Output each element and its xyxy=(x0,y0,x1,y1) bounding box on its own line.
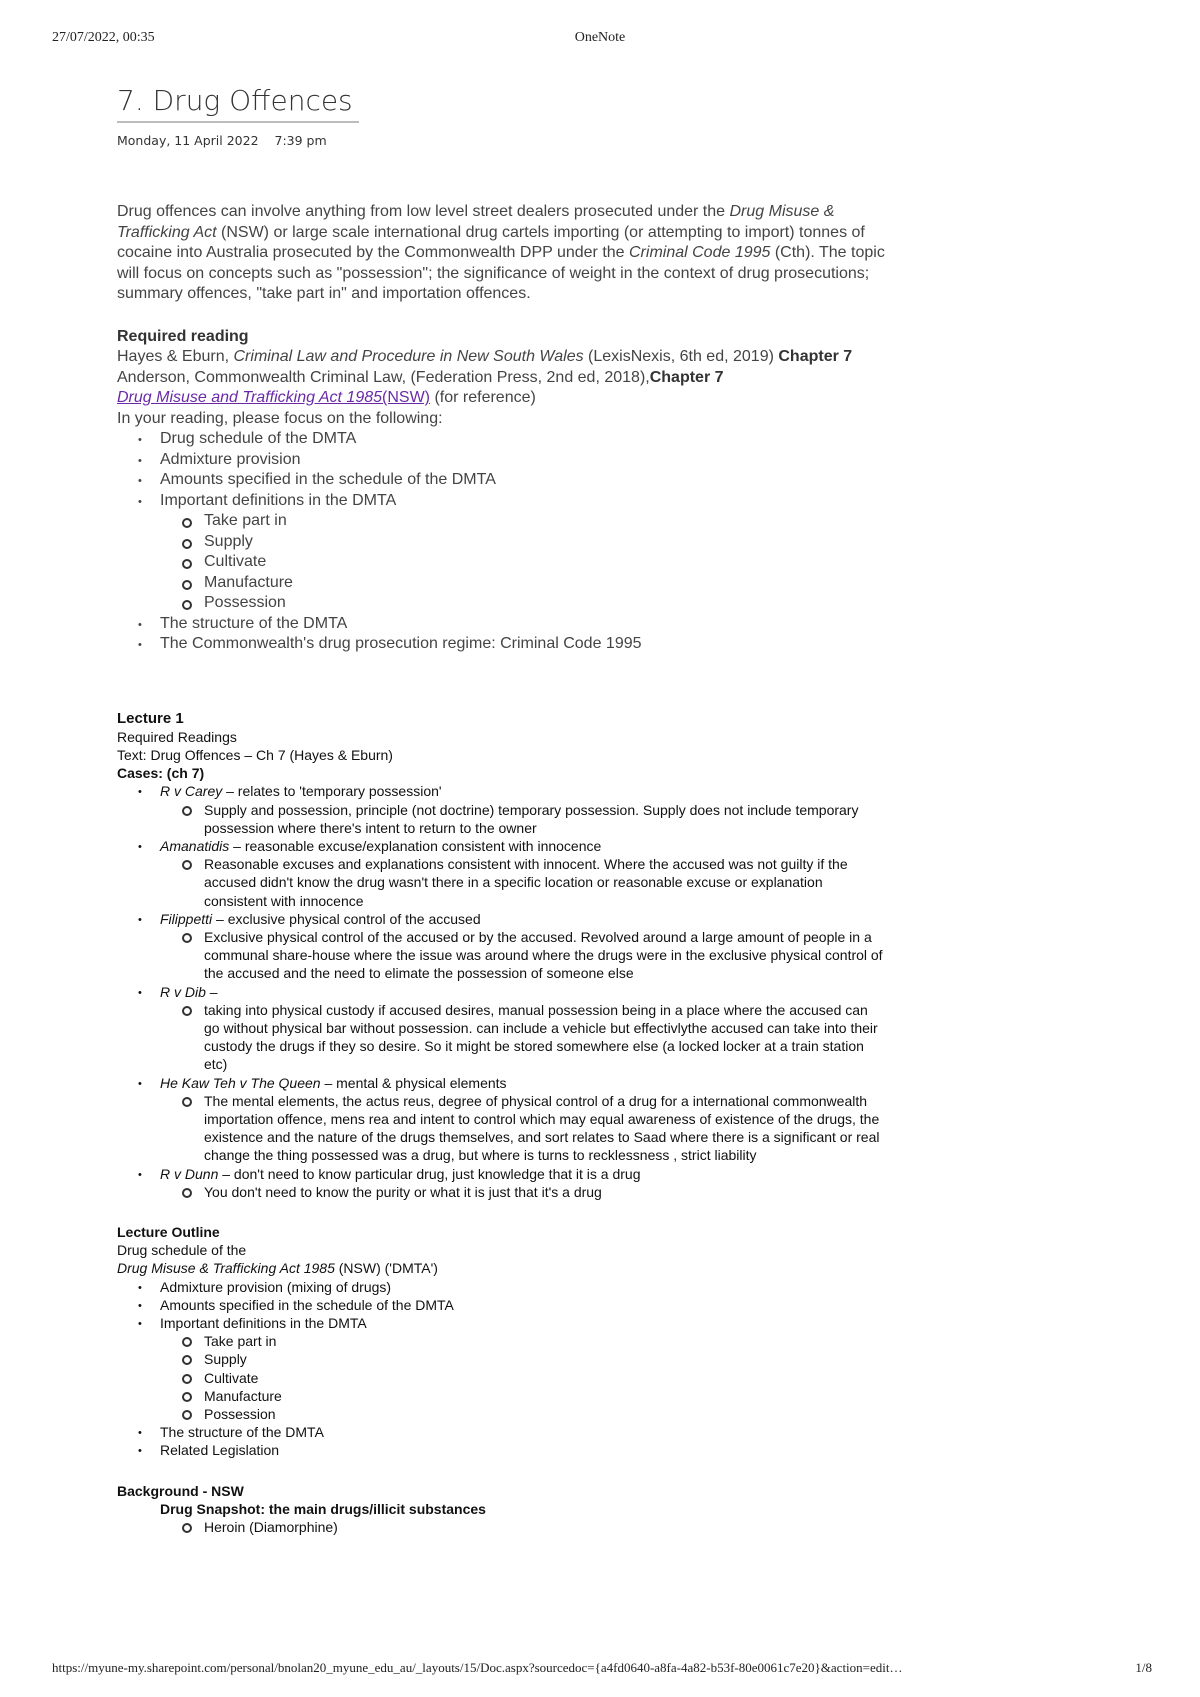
definitions-list xyxy=(160,511,887,614)
reading-1-author: Hayes & Eburn, xyxy=(117,348,234,365)
page-date-day: Monday, 11 April 2022 xyxy=(117,133,259,148)
list-item: • The structure of the DMTA xyxy=(160,614,887,635)
list-item: • Amounts specified in the schedule of the DMTA xyxy=(160,470,887,491)
case-note: The mental elements, the actus reus, degree of physical control of a drug for a international commonwealth importation offence, mens rea and intent to control which may equal awareness of existence of the drugs, the existence and the nature of the drugs themselves, and sort relates to Saad where there is a significant or real change the thing possessed was a drug, but where is turns to recklessness , strict liability xyxy=(204,1092,887,1165)
lecture-outline-section xyxy=(117,1223,887,1460)
case-item xyxy=(160,1165,887,1201)
list-item: • Related Legislation xyxy=(160,1441,887,1459)
case-item xyxy=(160,910,887,983)
intro-text-1: Drug offences can involve anything from low level street dealers prosecuted under the xyxy=(117,203,730,220)
reading-3-note: (for reference) xyxy=(430,389,536,406)
reading-focus-label: In your reading, please focus on the following: xyxy=(117,409,443,427)
cases-list xyxy=(117,782,887,1201)
intro-text-2: (NSW) or large scale international drug cartels importing (or attempting to import) tonnes of cocaine into Australia prosecuted by the Commonwealth DPP under the xyxy=(117,223,865,261)
case-item xyxy=(160,1074,887,1165)
dmta-link-title[interactable]: Drug Misuse and Trafficking Act 1985 xyxy=(117,389,383,406)
list-item: Manufacture xyxy=(204,573,887,594)
background-list xyxy=(117,1518,887,1536)
dmta-link-jurisdiction[interactable]: (NSW) xyxy=(382,389,430,406)
list-item: • Admixture provision xyxy=(160,450,887,471)
page-date xyxy=(117,133,887,148)
print-page-number: 1/8 xyxy=(1135,1660,1152,1675)
background-subheading: Drug Snapshot: the main drugs/illicit substances xyxy=(160,1500,486,1517)
case-desc: – xyxy=(205,983,218,1000)
list-item: Supply xyxy=(204,532,887,553)
list-item: Possession xyxy=(204,593,887,614)
intro-paragraph xyxy=(117,202,887,305)
background-heading: Background - NSW xyxy=(117,1482,244,1499)
case-name: He Kaw Teh v The Queen xyxy=(160,1074,321,1091)
case-desc: – don't need to know particular drug, just knowledge that it is a drug xyxy=(218,1165,641,1182)
intro-act-name: Drug Misuse & Trafficking Act xyxy=(117,203,835,241)
lecture-required-readings: Required Readings xyxy=(117,728,237,745)
list-item: • Drug schedule of the DMTA xyxy=(160,429,887,450)
list-item-text: Important definitions in the DMTA xyxy=(160,1315,367,1331)
case-note: You don't need to know the purity or what it is just that it's a drug xyxy=(204,1183,887,1201)
list-item: • The Commonwealth's drug prosecution regime: Criminal Code 1995 xyxy=(160,634,887,655)
note-page xyxy=(117,84,887,1536)
dmta-link[interactable] xyxy=(117,389,430,406)
case-name: R v Carey xyxy=(160,783,223,800)
case-note: Reasonable excuses and explanations consistent with innocent. Where the accused was not guilty if the accused didn't know the drug wasn't there in a specific location or reasonable excuse or explanation consistent with innocence xyxy=(204,855,887,910)
reading-2-chapter: Chapter 7 xyxy=(649,368,724,386)
page-date-time: 7:39 pm xyxy=(274,133,327,148)
outline-line-1: Drug schedule of the xyxy=(117,1242,247,1259)
case-note: Supply and possession, principle (not doctrine) temporary possession. Supply does not include temporary possession where there's intent to return to the owner xyxy=(204,801,887,837)
list-item: • Amounts specified in the schedule of the DMTA xyxy=(160,1296,887,1314)
case-name: Filippetti xyxy=(160,910,213,927)
case-note: Exclusive physical control of the accused or by the accused. Revolved around a large amount of people in a communal share-house where the issue was around where the drugs were in the exclusive physical control of the accused and the need to elimate the possession of someone else xyxy=(204,928,887,983)
case-item xyxy=(160,837,887,910)
required-reading-section xyxy=(117,327,887,655)
list-item: • Admixture provision (mixing of drugs) xyxy=(160,1278,887,1296)
lecture-text: Text: Drug Offences – Ch 7 (Hayes & Eburn) xyxy=(117,746,393,763)
reading-2-text: Anderson, Commonwealth Criminal Law, (Federation Press, 2nd ed, 2018), xyxy=(117,368,650,386)
case-desc: – exclusive physical control of the accused xyxy=(212,910,481,927)
print-datetime: 27/07/2022, 00:35 xyxy=(52,30,155,45)
case-desc: – reasonable excuse/explanation consistent with innocence xyxy=(229,837,602,854)
list-item: Possession xyxy=(204,1405,887,1423)
case-desc: – mental & physical elements xyxy=(320,1074,507,1091)
case-name: R v Dunn xyxy=(160,1165,219,1182)
print-app-name: OneNote xyxy=(574,30,626,45)
page-title: 7. Drug Offences xyxy=(117,84,359,123)
lecture-heading: Lecture 1 xyxy=(117,709,184,727)
print-url: https://myune-my.sharepoint.com/personal/bnolan20_myune_edu_au/_layouts/15/Doc.aspx?sourcedoc={a4fd0640-a8fa-4a82-b53f-80e0061c7e20}&action=edit… xyxy=(52,1660,903,1675)
reading-1-chapter: Chapter 7 xyxy=(778,348,853,365)
list-item: Cultivate xyxy=(204,1369,887,1387)
intro-text-3: (Cth). The topic will focus on concepts such as "possession"; the significance of weight in the context of drug prosecutions; summary offences, "take part in" and importation offences. xyxy=(117,244,885,302)
required-reading-heading: Required reading xyxy=(117,327,249,345)
list-item: Heroin (Diamorphine) xyxy=(204,1518,887,1536)
case-item xyxy=(160,782,887,837)
list-item: Manufacture xyxy=(204,1387,887,1405)
outline-act-jurisdiction: (NSW) ('DMTA') xyxy=(334,1260,438,1277)
list-item: Take part in xyxy=(204,1332,887,1350)
list-item: Cultivate xyxy=(204,552,887,573)
case-note: taking into physical custody if accused desires, manual possession being in a place where the accused can go without physical bar without possession. can include a vehicle but effectivlythe accused can take into their custody the drugs if they so desire. So it might be stored somewhere else (a locked locker at a train station etc) xyxy=(204,1001,887,1074)
cases-heading: Cases: (ch 7) xyxy=(117,765,205,782)
case-item xyxy=(160,983,887,1074)
case-name: Amanatidis xyxy=(160,837,230,854)
list-item xyxy=(160,1314,887,1423)
lecture-outline-heading: Lecture Outline xyxy=(117,1223,220,1240)
background-section xyxy=(117,1482,887,1537)
outline-list xyxy=(117,1278,887,1460)
list-item: Take part in xyxy=(204,511,887,532)
outline-definitions-list xyxy=(160,1332,887,1423)
reading-focus-list xyxy=(117,429,887,655)
reading-1-pub: (LexisNexis, 6th ed, 2019) xyxy=(583,348,779,365)
list-item-text: Important definitions in the DMTA xyxy=(160,491,397,509)
lecture-section xyxy=(117,709,887,1201)
list-item: Supply xyxy=(204,1350,887,1368)
list-item: • The structure of the DMTA xyxy=(160,1423,887,1441)
intro-code-name: Criminal Code 1995 xyxy=(629,244,771,261)
case-desc: – relates to 'temporary possession' xyxy=(222,783,442,800)
case-name: R v Dib xyxy=(160,983,206,1000)
reading-1-title: Criminal Law and Procedure in New South Wales xyxy=(233,348,584,365)
outline-act-name: Drug Misuse & Trafficking Act 1985 xyxy=(117,1260,335,1277)
list-item xyxy=(160,491,887,614)
